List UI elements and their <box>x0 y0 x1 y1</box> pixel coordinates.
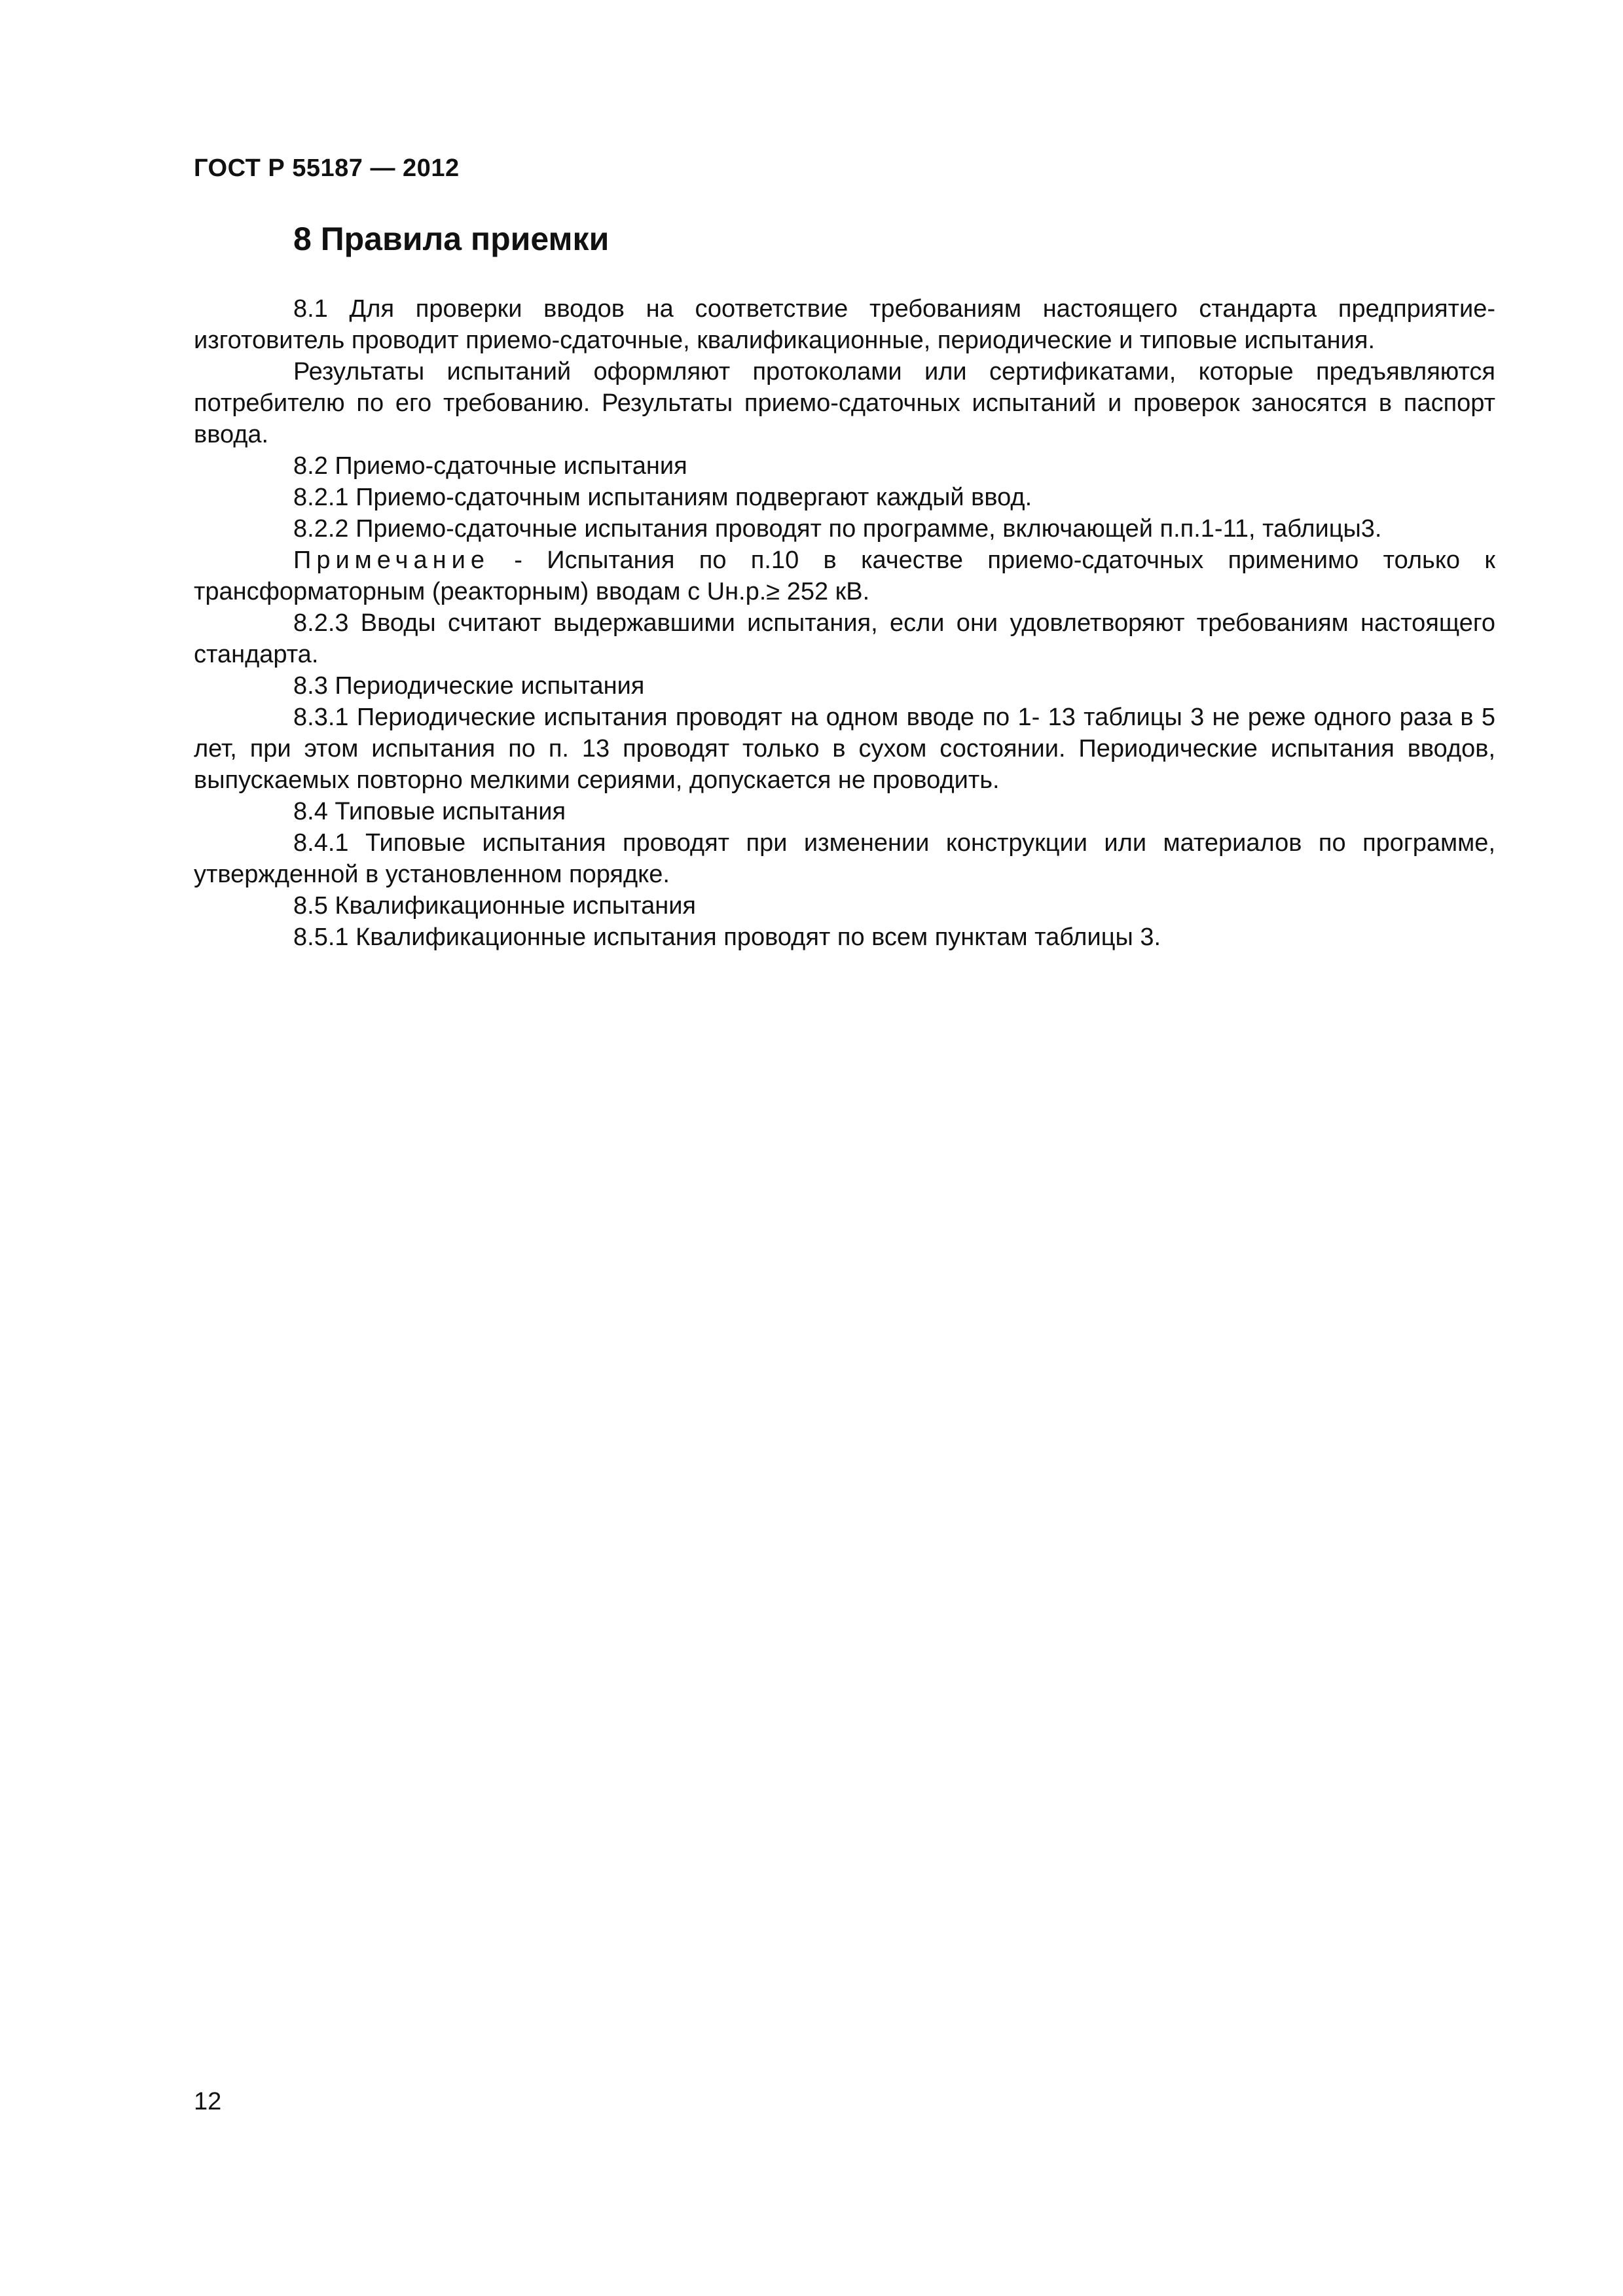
paragraph-8-2-3: 8.2.3 Вводы считают выдержавшими испытания, если они удовлетворяют требованиям настоящего стандарта. <box>194 609 1495 668</box>
paragraph-8-5-1: 8.5.1 Квалификационные испытания проводят по всем пунктам таблицы 3. <box>293 924 1161 951</box>
paragraph-8-5: 8.5 Квалификационные испытания <box>293 892 697 920</box>
paragraph-8-2-1: 8.2.1 Приемо-сдаточным испытаниям подвергают каждый ввод. <box>293 484 1032 511</box>
page-number: 12 <box>194 2088 222 2115</box>
paragraph-results: Результаты испытаний оформляют протоколами или сертификатами, которые предъявляются потребителю по его требованию. Результаты приемо-сдаточных испытаний и проверок заносятся в паспорт ввода. <box>194 358 1495 448</box>
paragraph-8-3: 8.3 Периодические испытания <box>293 672 645 700</box>
paragraph-8-1: 8.1 Для проверки вводов на соответствие требованиям настоящего стандарта предприятие-изготовитель проводит приемо-сдаточные, квалификационные, периодические и типовые испытания. <box>194 295 1495 354</box>
section-body <box>194 293 1495 953</box>
paragraph-8-2: 8.2 Приемо-сдаточные испытания <box>293 452 687 480</box>
note-paragraph <box>194 545 1495 607</box>
document-header: ГОСТ Р 55187 — 2012 <box>194 154 460 182</box>
paragraph-8-3-1: 8.3.1 Периодические испытания проводят на одном вводе по 1- 13 таблицы 3 не реже одного раза в 5 лет, при этом испытания по п. 13 проводят только в сухом состоянии. Периодические испытания вводов, выпускаемых повторно мелкими сериями, допускается не проводить. <box>194 704 1495 794</box>
paragraph-8-4: 8.4 Типовые испытания <box>293 798 566 825</box>
note-text: - Испытания по п.10 в качестве приемо-сдаточных применимо только к трансформаторным (реакторным) вводам с Uн.р.≥ 252 кВ. <box>194 547 1495 605</box>
section-title: 8 Правила приемки <box>293 221 610 257</box>
paragraph-8-2-2: 8.2.2 Приемо-сдаточные испытания проводят по программе, включающей п.п.1-11, таблицы3. <box>293 515 1382 543</box>
paragraph-8-4-1: 8.4.1 Типовые испытания проводят при изменении конструкции или материалов по программе, утвержденной в установленном порядке. <box>194 829 1495 888</box>
note-label: Примечание <box>293 547 490 574</box>
